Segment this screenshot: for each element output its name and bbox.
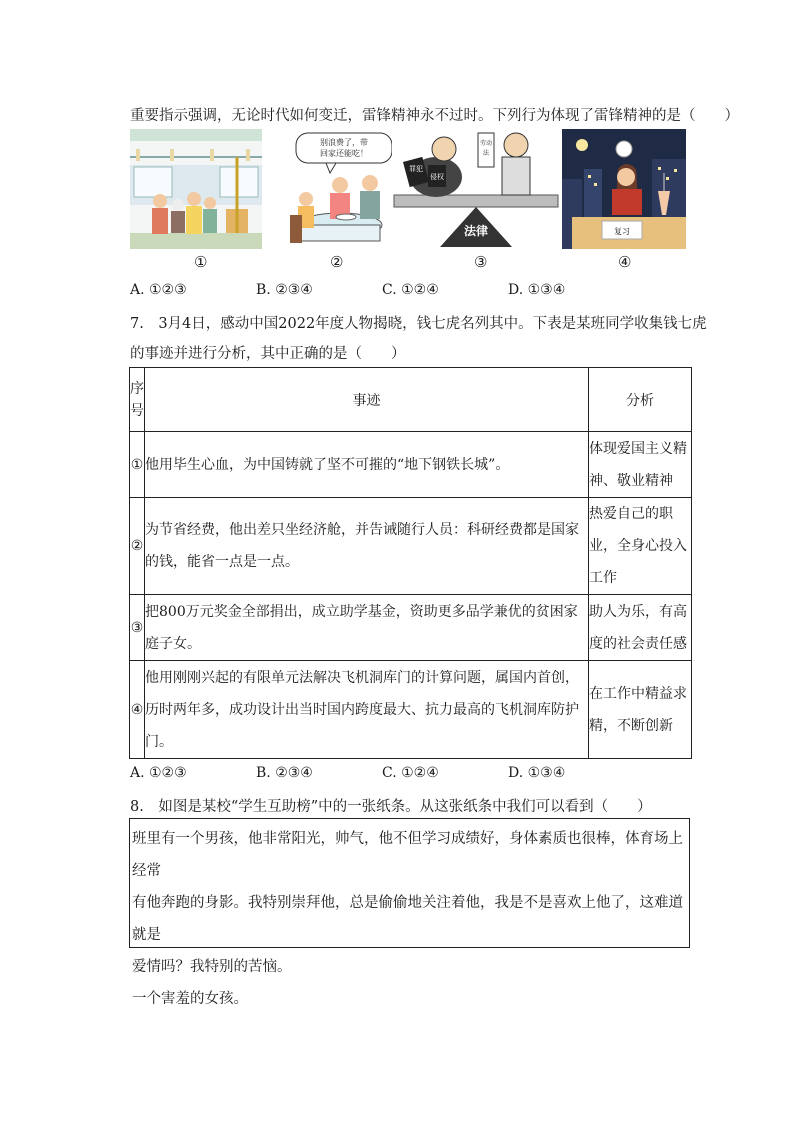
q7-deeds-table — [129, 367, 692, 759]
table-row — [130, 432, 692, 498]
row-analysis: 在工作中精益求精，不断创新 — [589, 661, 692, 759]
note-line: 有他奔跑的身影。我特别崇拜他，总是偷偷地关注着他，我是不是喜欢上他了，这难道就是 — [132, 895, 683, 943]
svg-text:法律: 法律 — [463, 224, 489, 238]
q6-option-c[interactable]: C. ①②④ — [382, 282, 439, 298]
svg-text:法: 法 — [482, 150, 490, 157]
q8-stem: 8. 如图是某校“学生互助榜”中的一张纸条。从这张纸条中我们可以看到（ ） — [130, 799, 652, 815]
header-deed: 事迹 — [145, 368, 589, 432]
row-analysis: 助人为乐，有高度的社会责任感 — [589, 595, 692, 661]
row-no: ④ — [130, 661, 145, 759]
svg-text:复习: 复习 — [614, 227, 630, 236]
night-study-illustration — [562, 129, 686, 249]
row-deed: 他用毕生心血，为中国铸就了坚不可摧的“地下钢铁长城”。 — [145, 432, 589, 498]
q7-option-c[interactable]: C. ①②④ — [382, 765, 439, 781]
q6-image-row — [130, 129, 686, 249]
svg-text:别浪费了，带: 别浪费了，带 — [320, 138, 368, 147]
q6-option-d[interactable]: D. ①③④ — [508, 282, 566, 298]
row-no: ③ — [130, 595, 145, 661]
q6-option-b[interactable]: B. ②③④ — [256, 282, 313, 298]
row-deed: 为节省经费，他出差只坐经济舱，并告诫随行人员：科研经费都是国家的钱，能省一点是一点。 — [145, 498, 589, 595]
row-analysis: 体现爱国主义精神、敬业精神 — [589, 432, 692, 498]
q8-note-box — [129, 818, 690, 1007]
row-deed: 他用刚刚兴起的有限单元法解决飞机洞库门的计算问题，属国内首创，历时两年多，成功设计出当时国内跨度最大、抗力最高的飞机洞库防护门。 — [145, 661, 589, 759]
row-deed: 把800万元奖金全部捐出，成立助学基金，资助更多品学兼优的贫困家庭子女。 — [145, 595, 589, 661]
q7-option-b[interactable]: B. ②③④ — [256, 765, 313, 781]
image-number-2: ② — [330, 253, 344, 271]
save-food-illustration — [270, 129, 395, 249]
row-analysis: 热爱自己的职业，全身心投入工作 — [589, 498, 692, 595]
svg-text:回家还能吃！: 回家还能吃！ — [320, 149, 368, 158]
header-no: 序号 — [130, 368, 145, 432]
table-row — [130, 595, 692, 661]
q6-options — [130, 282, 690, 298]
header-analysis: 分析 — [589, 368, 692, 432]
row-no: ① — [130, 432, 145, 498]
bus-seat-illustration — [130, 129, 262, 249]
q7-option-a[interactable]: A. ①②③ — [130, 765, 187, 781]
note-signature: 一个害羞的女孩。 — [132, 991, 248, 1007]
table-header-row — [130, 368, 692, 432]
image-number-1: ① — [194, 253, 208, 271]
q7-options — [130, 765, 690, 781]
q6-option-a[interactable]: A. ①②③ — [130, 282, 187, 298]
svg-text:罪犯: 罪犯 — [409, 165, 423, 173]
table-row — [130, 661, 692, 759]
svg-text:劳动: 劳动 — [479, 140, 493, 147]
table-row — [130, 498, 692, 595]
row-no: ② — [130, 498, 145, 595]
image-number-3: ③ — [474, 253, 488, 271]
image-number-4: ④ — [618, 253, 632, 271]
note-line: 班里有一个男孩，他非常阳光，帅气，他不但学习成绩好，身体素质也很棒，体育场上经常 — [132, 831, 683, 879]
q6-stem: 重要指示强调，无论时代如何变迁，雷锋精神永不过时。下列行为体现了雷锋精神的是（ ） — [130, 108, 739, 124]
law-balance-illustration — [392, 129, 560, 249]
q7-stem-line-2: 的事迹并进行分析，其中正确的是（ ） — [130, 346, 406, 362]
note-line: 爱情吗？我特别的苦恼。 — [132, 959, 292, 975]
q7-stem-line-1: 7. 3月4日，感动中国2022年度人物揭晓，钱七虎名列其中。下表是某班同学收集钱七虎 — [130, 316, 707, 332]
svg-text:侵权: 侵权 — [430, 173, 444, 181]
q7-option-d[interactable]: D. ①③④ — [508, 765, 566, 781]
